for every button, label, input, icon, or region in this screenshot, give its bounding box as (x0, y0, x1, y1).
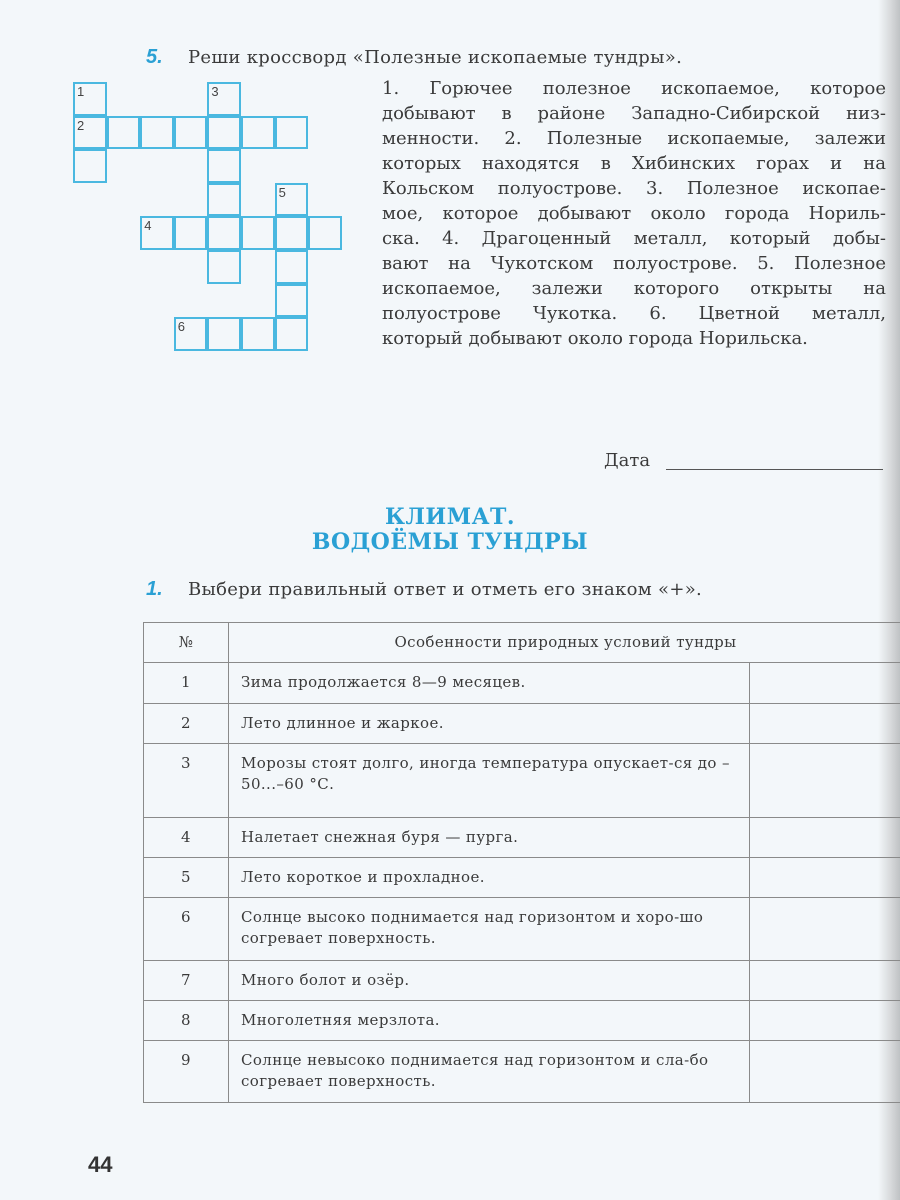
crossword-clue-number: 2 (77, 117, 85, 133)
crossword-cell[interactable] (207, 216, 241, 250)
crossword-cell[interactable] (275, 250, 309, 284)
row-feature-text: Зима продолжается 8—9 месяцев. (229, 663, 750, 704)
crossword-clue-number: 5 (278, 184, 286, 200)
crossword-cell[interactable] (241, 317, 275, 351)
clue-line: мое, которое добывают около города Нориль- (382, 203, 886, 224)
row-number: 4 (144, 818, 229, 858)
row-number: 6 (144, 898, 229, 961)
crossword-clue-number: 3 (211, 84, 219, 99)
crossword-cell[interactable] (207, 82, 241, 116)
row-feature-text: Лето короткое и прохладное. (229, 858, 750, 898)
crossword-cell[interactable] (174, 116, 208, 150)
answer-cell[interactable] (750, 961, 900, 1001)
crossword-cell[interactable] (140, 216, 174, 250)
table-row (144, 1041, 900, 1103)
clue-line: добывают в районе Западно-Сибирской низ- (382, 103, 886, 124)
row-feature-text: Много болот и озёр. (229, 961, 750, 1001)
clue-line: Кольском полуострове. 3. Полезное ископае- (382, 178, 886, 199)
header-feature: Особенности природных условий тундры (229, 623, 900, 663)
crossword-cell[interactable] (73, 149, 107, 183)
row-number: 1 (144, 663, 229, 704)
clue-line: которых находятся в Хибинских горах и на (382, 153, 886, 174)
answer-cell[interactable] (750, 744, 900, 818)
clue-line: менности. 2. Полезные ископаемые, залежи (382, 128, 886, 149)
table-row (144, 1001, 900, 1041)
crossword-cell[interactable] (275, 116, 309, 150)
crossword-cell[interactable] (275, 284, 309, 318)
row-number: 3 (144, 744, 229, 818)
crossword-cell[interactable] (140, 116, 174, 150)
table-row (144, 961, 900, 1001)
crossword-cell[interactable] (275, 216, 309, 250)
crossword-clue-number: 4 (144, 218, 152, 234)
section-title-line-2: ВОДОЁМЫ ТУНДРЫ (311, 529, 589, 555)
row-feature-text: Морозы стоят долго, иногда температура опускает-ся до –50...–60 °С. (229, 744, 750, 818)
row-number: 2 (144, 704, 229, 744)
answer-cell[interactable] (750, 858, 900, 898)
row-feature-text: Солнце невысоко поднимается над горизонтом и сла-бо согревает поверхность. (229, 1041, 750, 1103)
answer-cell[interactable] (750, 663, 900, 704)
crossword-cell[interactable] (275, 183, 309, 217)
clue-line: вают на Чукотском полуострове. 5. Полезное (382, 253, 886, 274)
answer-cell[interactable] (750, 1001, 900, 1041)
crossword-cell[interactable] (308, 216, 342, 250)
clue-line: полуострове Чукотка. 6. Цветной металл, (382, 303, 886, 324)
section-title-line-1: КЛИМАТ. (384, 504, 516, 530)
row-number: 9 (144, 1041, 229, 1103)
task-5-instruction: Реши кроссворд «Полезные ископаемые тундры». (188, 47, 683, 68)
table-row (144, 818, 900, 858)
header-number: № (144, 623, 229, 663)
task-1-number: 1. (146, 578, 163, 600)
clue-line: ископаемое, залежи которого открыты на (382, 278, 886, 299)
crossword-cell[interactable] (207, 116, 241, 150)
crossword-cell[interactable] (174, 317, 208, 351)
date-label: Дата (604, 450, 651, 471)
tundra-conditions-table (143, 622, 900, 1103)
clue-line: ска. 4. Драгоценный металл, который добы- (382, 228, 886, 249)
row-number: 7 (144, 961, 229, 1001)
table-row (144, 663, 900, 704)
crossword-cell[interactable] (73, 82, 107, 116)
table-row (144, 744, 900, 818)
table-row (144, 898, 900, 961)
task-5-number: 5. (146, 46, 163, 68)
crossword-cell[interactable] (241, 116, 275, 150)
answer-cell[interactable] (750, 704, 900, 744)
answer-cell[interactable] (750, 1041, 900, 1103)
crossword-clues (382, 76, 886, 351)
crossword-cell[interactable] (207, 250, 241, 284)
clue-line: который добывают около города Норильска. (382, 328, 808, 349)
crossword-clue-number: 6 (177, 319, 186, 335)
row-feature-text: Лето длинное и жаркое. (229, 704, 750, 744)
row-feature-text: Солнце высоко поднимается над горизонтом и хоро-шо согревает поверхность. (229, 898, 750, 961)
crossword-cell[interactable] (207, 317, 241, 351)
crossword-cell[interactable] (73, 116, 107, 150)
crossword-clue-number: 1 (77, 84, 85, 99)
date-input-line[interactable] (666, 469, 883, 470)
crossword-cell[interactable] (207, 149, 241, 183)
table-header-row (144, 623, 900, 663)
crossword-cell[interactable] (107, 116, 141, 150)
crossword-cell[interactable] (207, 183, 241, 217)
crossword-cell[interactable] (275, 317, 309, 351)
row-feature-text: Налетает снежная буря — пурга. (229, 818, 750, 858)
table-row (144, 704, 900, 744)
answer-cell[interactable] (750, 898, 900, 961)
clue-line: 1. Горючее полезное ископаемое, которое (382, 78, 886, 99)
page-number: 44 (88, 1152, 113, 1177)
row-number: 5 (144, 858, 229, 898)
row-feature-text: Многолетняя мерзлота. (229, 1001, 750, 1041)
answer-cell[interactable] (750, 818, 900, 858)
crossword-cell[interactable] (241, 216, 275, 250)
task-1-instruction: Выбери правильный ответ и отметь его знаком «+». (188, 579, 703, 600)
row-number: 8 (144, 1001, 229, 1041)
crossword-cell[interactable] (174, 216, 208, 250)
table-row (144, 858, 900, 898)
